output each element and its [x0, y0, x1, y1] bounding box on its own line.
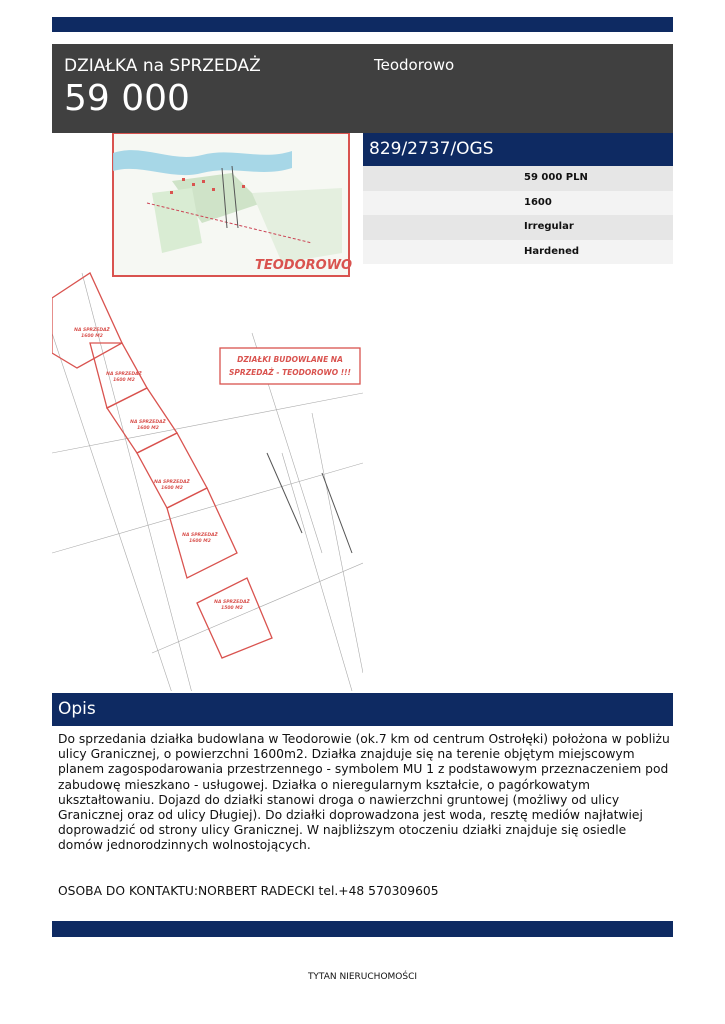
plot-label: NA SPRZEDAŻ: [106, 372, 142, 377]
plot-area: 1500 M2: [221, 606, 243, 611]
plot-label: NA SPRZEDAŻ: [154, 480, 190, 485]
listing-location: Teodorowo: [374, 56, 455, 74]
description-text: Do sprzedania działka budowlana w Teodorowie (ok.7 km od centrum Ostrołęki) położona w pobliżu ulicy Granicznej, o powierzchni 1600m2. Działka znajduje się na terenie objętym miejscowym planem zagospodarowania przestrzennego - symbolem MU 1 z podstawowym przeznaczeniem pod zabudowę mieszkano - usługowej. Działka o nieregularnym kształcie, o pagórkowatym ukształtowaniu. Dojazd do działki stanowi droga o nawierzchni gruntowej (możliwy od ulicy Granicznej oraz od ulicy Długiej). Do działki doprowadzona jest woda, resztę mediów najłatwiej doprowadzić od strony ulicy Granicznej. W najbliższym otoczeniu działki znajduje się osiedle domów jednorodzinnych wolnostojących.: [58, 732, 670, 853]
listing-header: [52, 44, 673, 133]
listing-reference: 829/2737/OGS: [363, 133, 673, 166]
description-heading: Opis: [52, 693, 673, 726]
detail-price: 59 000 PLN: [363, 166, 673, 191]
plot-area: 1600 M2: [189, 539, 211, 544]
map-title: TEODOROWO: [255, 258, 353, 273]
detail-area: 1600: [363, 191, 673, 216]
map-banner-line2: SPRZEDAŻ - TEODOROWO !!!: [229, 368, 351, 377]
listing-details: [363, 166, 673, 264]
plot-map-image: [52, 133, 363, 691]
plot-area: 1600 M2: [113, 378, 135, 383]
plot-label: NA SPRZEDAŻ: [214, 600, 250, 605]
plot-area: 1600 M2: [161, 486, 183, 491]
top-bar: [52, 17, 673, 32]
bottom-bar: [52, 921, 673, 937]
plot-label: NA SPRZEDAŻ: [74, 328, 110, 333]
listing-price: 59 000: [64, 78, 190, 119]
detail-shape: Irregular: [363, 215, 673, 240]
plot-area: 1600 M2: [137, 426, 159, 431]
footer-agency: TYTAN NIERUCHOMOŚCI: [307, 972, 418, 982]
map-banner-line1: DZIAŁKI BUDOWLANE NA: [237, 355, 343, 364]
contact-info: OSOBA DO KONTAKTU:NORBERT RADECKI tel.+48 570309605: [58, 884, 439, 898]
plot-label: NA SPRZEDAŻ: [182, 533, 218, 538]
plot-label: NA SPRZEDAŻ: [130, 420, 166, 425]
plot-area: 1600 M2: [81, 334, 103, 339]
listing-type: DZIAŁKA na SPRZEDAŻ: [64, 56, 261, 76]
detail-access-road: Hardened: [363, 240, 673, 265]
